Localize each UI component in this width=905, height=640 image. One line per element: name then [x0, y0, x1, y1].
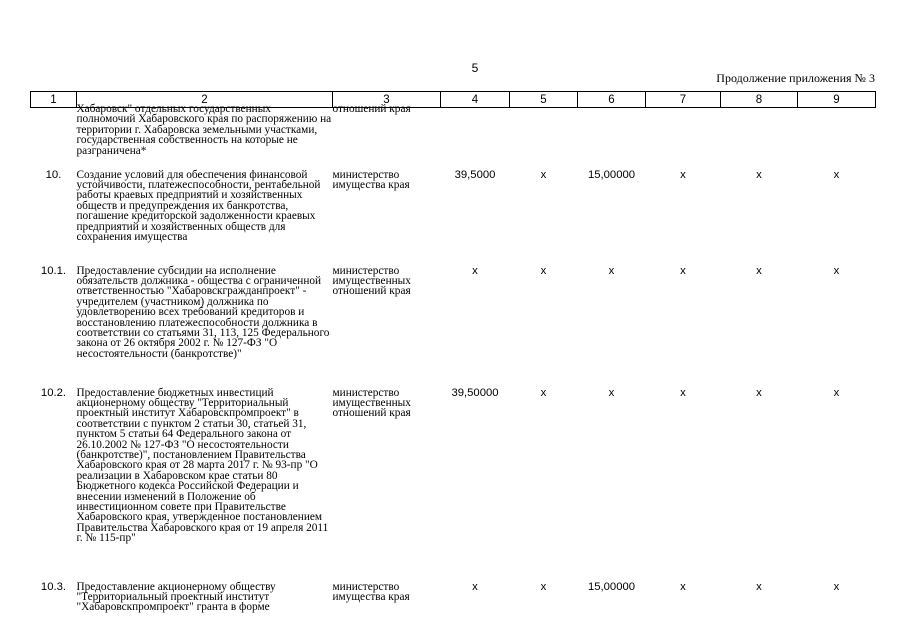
value-col-9: х — [833, 264, 840, 277]
value-col-6: х — [608, 264, 615, 277]
measure-name: Создание условий для обеспечения финансовой устойчивости, платежеспособности, рентабельной работы краевых предприятий и хозяйственных обществ и предупреждения их банкротства, погашение кредиторской задолженности краевых предприятий и хозяйственных обществ для сохранения имущества — [76, 168, 321, 243]
value-col-9: х — [833, 580, 840, 593]
row-number: 10.1. — [40, 264, 67, 277]
value-col-5 — [510, 108, 578, 166]
measure-executor: министерство имущественных отношений края — [332, 264, 411, 298]
header-col-8: 8 — [721, 92, 798, 108]
value-col-5: х — [540, 168, 547, 181]
measure-executor: министерство имущественных отношений края — [332, 386, 411, 420]
value-col-5: х — [540, 580, 547, 593]
header-col-5: 5 — [510, 92, 578, 108]
row-number: 10.3. — [40, 580, 67, 593]
value-col-4: 39,5000 — [454, 168, 496, 181]
table-row — [31, 578, 876, 618]
row-number: 10.2. — [40, 386, 67, 399]
table-row — [31, 384, 876, 578]
program-measures-table — [30, 91, 876, 618]
value-col-6: х — [608, 386, 615, 399]
measure-name: Предоставление бюджетных инвестиций акционерному обществу "Территориальный проектный институт Хабаровскпромпроект" в соответствии с пунктом 2 статьи 30, статьей 31, пунктом 5 статьи 64 Федерального закона от 26.10.2002 № 127-ФЗ "О несостоятельности (банкротстве)", постановлением Правительства Хабаровского края от 28 марта 2017 г. № 93-пр "О реализации в Хабаровском крае статьи 80 Бюджетного кодекса Российской Федерации и внесении изменений в Положение об инвестиционном совете при Правительстве Хабаровского края, утвержденное постановлением Правительства Хабаровского края от 19 апреля 2011 г. № 115-пр" — [76, 386, 329, 545]
row-number — [31, 108, 77, 166]
header-col-9: 9 — [798, 92, 876, 108]
value-col-5: х — [540, 264, 547, 277]
value-col-7: х — [680, 168, 686, 181]
value-col-5: х — [540, 386, 547, 399]
measure-name: Предоставление субсидии на исполнение обязательств должника - общества с ограниченной ответственностью "Хабаровскгражданпроект" - учредителем (участником) должника по удовлетворению всех требований кредиторов и восстановлению платежеспособности должника в соответствии со статьями 31, 113, 125 Федерального закона от 26 октября 2002 г. № 127-ФЗ "О несостоятельности (банкротстве)" — [76, 264, 330, 360]
measure-name: Предоставление акционерному обществу "Территориальный проектный институт "Хабаровскпромпроект" гранта в форме — [76, 580, 276, 614]
appendix-continuation-label: Продолжение приложения № 3 — [716, 71, 875, 85]
measure-executor: министерство имущества края — [332, 580, 410, 603]
measure-executor: отношений края — [332, 103, 411, 115]
table-row — [31, 166, 876, 262]
header-col-1: 1 — [31, 92, 77, 108]
value-col-9 — [798, 108, 876, 166]
header-col-7: 7 — [646, 92, 721, 108]
value-col-8 — [721, 108, 798, 166]
table-row — [31, 262, 876, 384]
value-col-6 — [578, 108, 646, 166]
value-col-6: 15,00000 — [587, 168, 636, 181]
measure-executor: министерство имущества края — [332, 168, 410, 191]
header-col-6: 6 — [578, 92, 646, 108]
header-col-3: 3 — [333, 92, 441, 108]
measure-name: Хабаровск" отдельных государственных полномочий Хабаровского края по распоряжению на территории г. Хабаровска земельными участками, государственная собственность на которые не разграничена* — [76, 103, 332, 157]
value-col-7 — [646, 108, 721, 166]
value-col-4: х — [472, 580, 478, 593]
value-col-9: х — [833, 168, 840, 181]
table-row — [31, 108, 876, 166]
header-col-2: 2 — [77, 92, 333, 108]
value-col-4: х — [472, 264, 478, 277]
page-number: 5 — [471, 61, 479, 75]
header-col-4: 4 — [441, 92, 510, 108]
value-col-7: х — [680, 264, 686, 277]
value-col-6: 15,00000 — [587, 580, 636, 593]
row-number: 10. — [45, 168, 62, 181]
value-col-7: х — [680, 386, 686, 399]
value-col-4 — [441, 108, 510, 166]
value-col-7: х — [680, 580, 686, 593]
value-col-8: х — [756, 168, 762, 181]
value-col-9: х — [833, 386, 840, 399]
value-col-8: х — [756, 264, 762, 277]
value-col-4: 39,50000 — [451, 386, 499, 399]
value-col-8: х — [756, 580, 762, 593]
value-col-8: х — [756, 386, 762, 399]
